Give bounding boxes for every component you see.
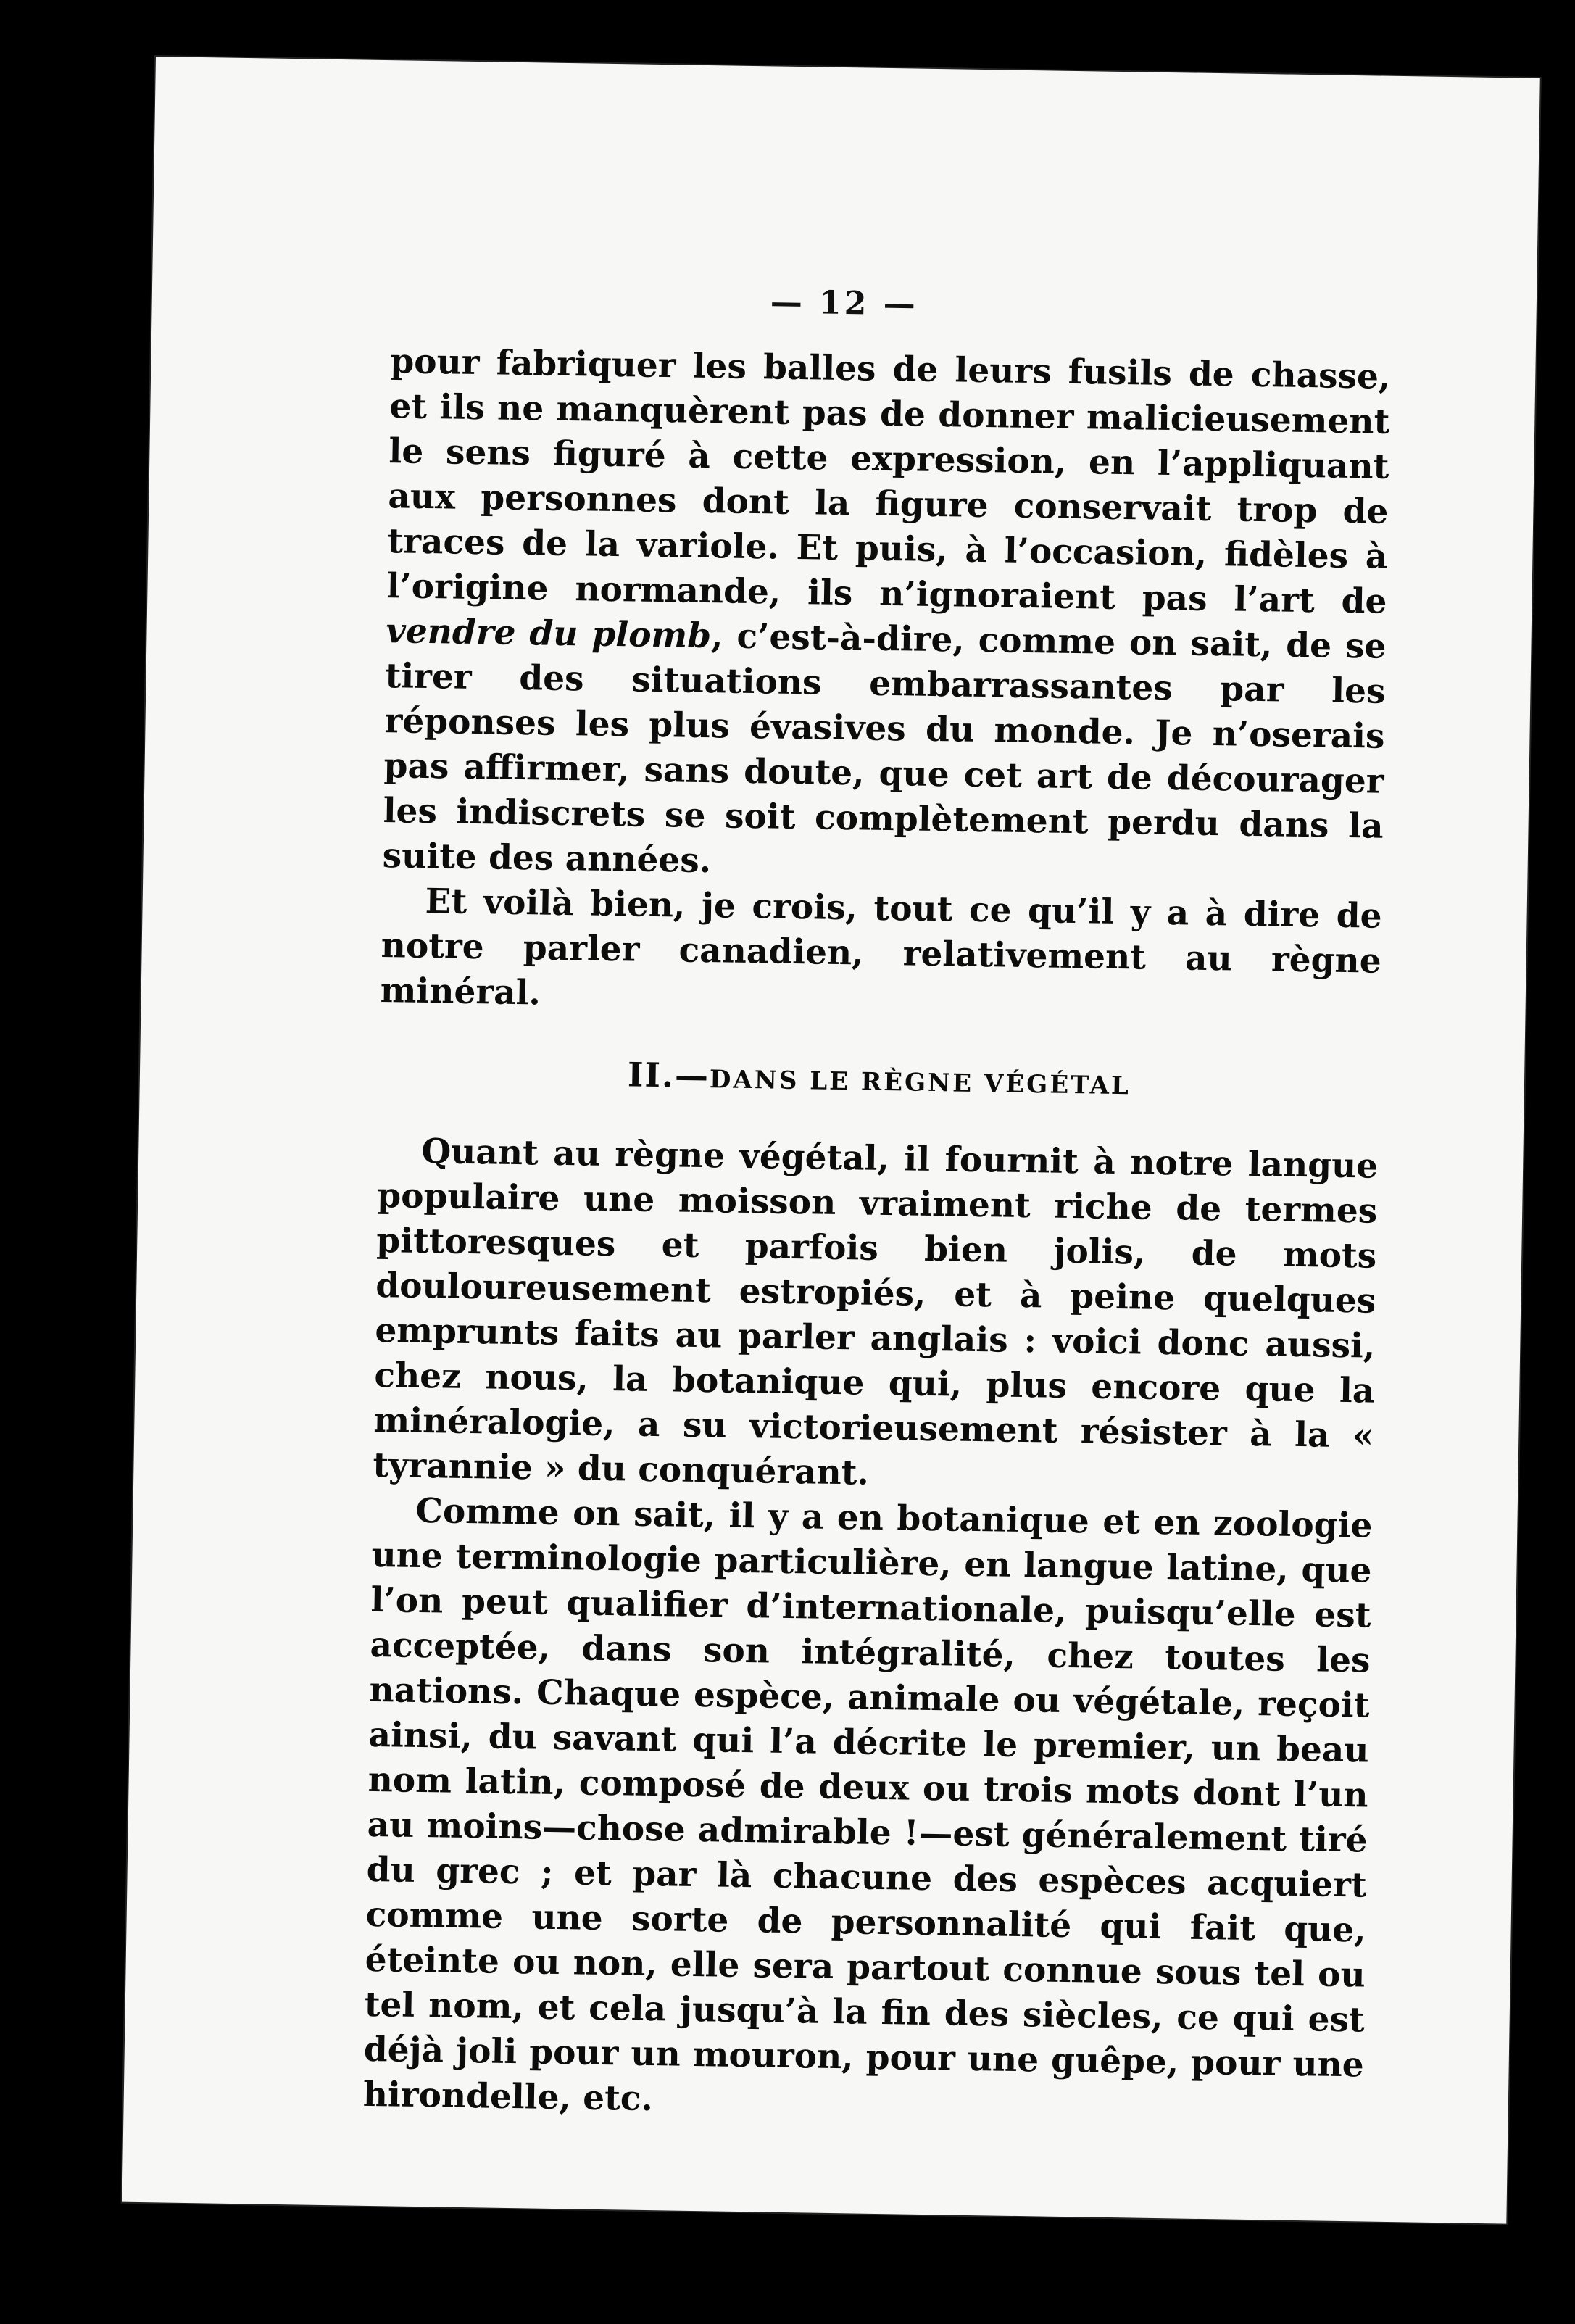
paragraph-text: , c’est-à-dire, comme on sait, de se tirer des situations embarrassantes par les réponses les plus évasives du monde. Je n’oserais pas affirmer, sans doute, que cet art de décourager les indiscrets se soit complètement perdu dans la suite des années. [382, 616, 1387, 881]
paragraph-regne-vegetal: Quant au règne végétal, il fournit à notre langue populaire une moisson vraiment riche de termes pittoresques et parfois bien jolis, de mots douloureusement estropiés, et à peine quelques emprunts faits au parler anglais : voici donc aussi, chez nous, la botanique qui, plus encore que la minéralogie, a su victorieusement résister à la « tyrannie » du conquérant. [373, 1131, 1379, 1493]
paragraph-text: pour fabriquer les balles de leurs fusils de chasse, et ils ne manquèrent pas de donner malicieusement le sens figuré à cette expression, en l’appliquant aux personnes dont la figure conservait trop de traces de la variole. Et puis, à l’occasion, fidèles à l’origine normande, ils n’ignoraient pas l’art de [386, 341, 1391, 622]
italic-phrase: vendre du plomb [386, 611, 712, 657]
page-number: — 12 — [770, 283, 919, 323]
paragraph-terminologie: Comme on sait, il y a en botanique et en zoologie une terminologie particulière, en langue latine, que l’on peut qualifier d’internationale, puisqu’elle est acceptée, dans son intégralité, chez toutes les nations. Chaque espèce, animale ou végétale, reçoit ainsi, du savant qui l’a décrite le premier, un beau nom latin, composé de deux ou trois mots dont l’un au moins—chose admirable !—est généralement tiré du grec ; et par là chacune des espèces acquiert comme une sorte de personnalité qui fait que, éteinte ou non, elle sera partout connue sous tel ou tel nom, et cela jusqu’à la fin des siècles, ce qui est déjà joli pour un mouron, pour une guêpe, pour une hirondelle, etc. [362, 1490, 1373, 2120]
paragraph-plomb [382, 339, 1391, 895]
section-heading [378, 1048, 1379, 1113]
page-body [362, 339, 1390, 2133]
section-number: II.— [627, 1055, 710, 1096]
paragraph-conclusion: Et voilà bien, je crois, tout ce qu’il y a à dire de notre parler canadien, relativement au règne minéral. [380, 881, 1383, 1013]
book-page [122, 57, 1540, 2224]
section-title: DANS LE RÈGNE VÉGÉTAL [709, 1065, 1131, 1101]
